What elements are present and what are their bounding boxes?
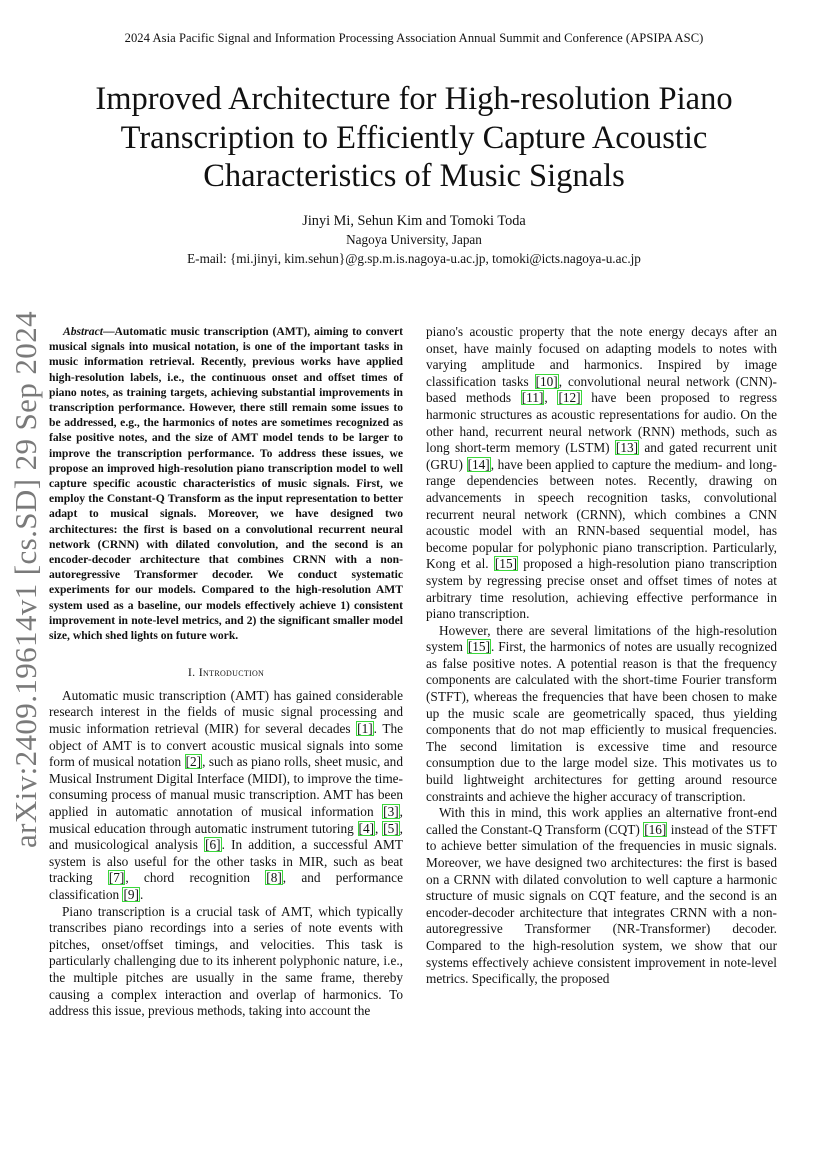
intro-paragraph-2-continued xyxy=(426,324,777,623)
text-run: . The object of AMT is to convert acoustic musical signals into some form of musical notation xyxy=(49,721,403,770)
section-name: Introduction xyxy=(198,665,265,680)
text-run: have been proposed to regress harmonic structures as acoustic representations for audio. On the other hand, recurrent neural network (RNN) methods, such as long short-term memory (LSTM) xyxy=(426,390,778,456)
citation-link[interactable]: [4] xyxy=(358,820,375,836)
text-run: proposed a high-resolution piano transcription system by regressing precise onset and offset times of notes at arbitrary time resolution, achieving effective performance in piano transcription. xyxy=(426,556,778,622)
intro-paragraph-4 xyxy=(426,805,777,988)
text-run: , have been applied to capture the medium- and long-range dependencies between notes. Recently, drawing on advancements in speech recognition tasks, convolutional recurrent neural network (CRNN), which combines a CNN acoustic model with an RNN-based sequential model, has become popular for polyphonic piano transcription. Particularly, Kong et al. xyxy=(426,456,777,572)
text-run: instead of the STFT to achieve better simulation of the frequencies in music signals. Moreover, we have designed two architectures: the first is based on a CRNN with dilated convolution to well capture a harmonic structure of music signals on CQT feature, and the second is an encoder-decoder architecture that integrates CRNN with a non-autoregressive Transformer (NR-Transformer) decoder. Compared to the high-resolution system, we show that our systems effectively achieve consistent improvement in note-level metrics. Specifically, the proposed xyxy=(426,821,777,987)
intro-paragraph-2: Piano transcription is a crucial task of AMT, which typically transcribes piano recordings into a series of note events with pitches, onset/offset timings, and velocities. This task is particularly challenging due to its inherent polyphonic nature, i.e., the multiple pitches are usually in the same frame, thereby causing a complex interaction and overlap of harmonics. To address this issue, previous methods, taking into account the xyxy=(49,903,403,1019)
text-run: . In addition, a successful AMT system is also useful for the other tasks in MIR, such as beat tracking xyxy=(49,837,403,886)
text-run: . xyxy=(140,886,144,902)
citation-link[interactable]: [16] xyxy=(644,821,667,837)
text-run: , xyxy=(544,390,558,406)
intro-paragraph-1 xyxy=(49,688,403,904)
section-number: I. xyxy=(187,665,199,680)
citation-link[interactable]: [6] xyxy=(205,837,221,853)
author-block xyxy=(0,212,828,268)
text-run: However, there are several limitations of the high-resolution system xyxy=(426,622,777,655)
citation-link[interactable]: [7] xyxy=(108,870,125,886)
text-run: , such as piano rolls, sheet music, and Musical Instrument Digital Interface (MIDI), to improve the time-consuming process of manual music transcription. AMT has been applied in automatic annotation of musical information xyxy=(49,754,403,820)
author-names: Jinyi Mi, Sehun Kim and Tomoki Toda xyxy=(302,213,526,229)
arxiv-stamp: arXiv:2409.19614v1 [cs.SD] 29 Sep 2024 xyxy=(8,311,43,848)
citation-link[interactable]: [15] xyxy=(467,639,490,655)
abstract xyxy=(49,324,403,643)
text-run: and gated recurrent unit (GRU) xyxy=(426,440,777,472)
conference-header: 2024 Asia Pacific Signal and Information Processing Association Annual Summit and Conference (APSIPA ASC) xyxy=(124,31,704,45)
citation-link[interactable]: [1] xyxy=(357,721,373,737)
right-column xyxy=(426,324,777,988)
citation-link[interactable]: [11] xyxy=(521,390,544,406)
intro-paragraph-3 xyxy=(426,623,777,806)
text-run: piano's acoustic property that the note energy decays after an onset, have mainly focused on adapting models to notes with varying amplitude and harmonics. Inspired by image classification tasks xyxy=(426,324,777,389)
citation-link[interactable]: [12] xyxy=(558,390,581,406)
citation-link[interactable]: [14] xyxy=(467,456,490,472)
citation-link[interactable]: [5] xyxy=(383,820,399,836)
text-run: Automatic music transcription (AMT) has gained considerable research interest in the fields of music signal processing and music information retrieval (MIR) for several decades xyxy=(49,687,403,737)
abstract-label: Abstract xyxy=(63,325,103,338)
text-run: , xyxy=(375,820,383,836)
text-run: , chord recognition xyxy=(125,870,266,886)
citation-link[interactable]: [13] xyxy=(615,440,639,456)
left-column xyxy=(49,324,403,1020)
text-run: With this in mind, this work applies an alternative front-end called the Constant-Q Transform (CQT) xyxy=(426,805,777,837)
email-line: E-mail: {mi.jinyi, kim.sehun}@g.sp.m.is.nagoya-u.ac.jp, tomoki@icts.nagoya-u.ac.jp xyxy=(187,250,641,266)
section-heading-introduction xyxy=(49,664,403,681)
citation-link[interactable]: [3] xyxy=(383,804,399,820)
citation-link[interactable]: [15] xyxy=(494,556,518,572)
affiliation: Nagoya University, Japan xyxy=(346,232,482,247)
citation-link[interactable]: [10] xyxy=(535,373,558,389)
text-run: , and performance classification xyxy=(49,870,403,902)
citation-link[interactable]: [8] xyxy=(266,870,282,886)
text-run: , musical education through automatic instrument tutoring xyxy=(49,804,403,836)
abstract-text: —Automatic music transcription (AMT), aiming to convert musical signals into musical notation, is one of the important tasks in music information retrieval. Recently, previous works have applied high-resolution labels, i.e., the continuous onset and offset times of piano notes, as training targets, achieving substantial improvements in transcription performance. However, there still remain some issues to be addressed, e.g., the harmonics of notes are sometimes recognized as false positive notes, and the size of AMT model tends to be larger to improve the transcription performance. To address these issues, we propose an improved high-resolution piano transcription model to well capture specific acoustic characteristics of music signals. First, we employ the Constant-Q Transform as the input representation to better adapt to musical signals. Moreover, we have designed two architectures: the first is based on a convolutional recurrent neural network (CRNN) with dilated convolution, and the second is an encoder-decoder architecture that combines CRNN with a non-autoregressive Transformer decoder. We conduct systematic experiments for our models. Compared to the high-resolution AMT system used as a baseline, our models effectively achieve 1) consistent improvement in note-level metrics, and 2) the significant smaller model size, which shed lights on future work. xyxy=(49,325,403,643)
text-run: , convolutional neural network (CNN)-based methods xyxy=(426,373,777,406)
text-run: . First, the harmonics of notes are usually recognized as false positive notes. A potential reason is that the frequency components are calculated with the short-time Fourier transform (STFT), whereas the frequencies that have been chosen to make up the music scale are geometrically spaced, thus yielding components that do not map efficiently to musical frequencies. The second limitation is excessive time and resource consumption due to the large model size. This motivates us to build lightweight architectures for getting around resource constraints and achieve the higher accuracy of transcription. xyxy=(426,639,777,804)
citation-link[interactable]: [9] xyxy=(123,886,139,902)
text-run: , and musicological analysis xyxy=(49,820,403,853)
citation-link[interactable]: [2] xyxy=(185,754,202,770)
paper-title: Improved Architecture for High-resolution Piano Transcription to Efficiently Capture Acoustic Characteristics of Music Signals xyxy=(95,81,733,194)
